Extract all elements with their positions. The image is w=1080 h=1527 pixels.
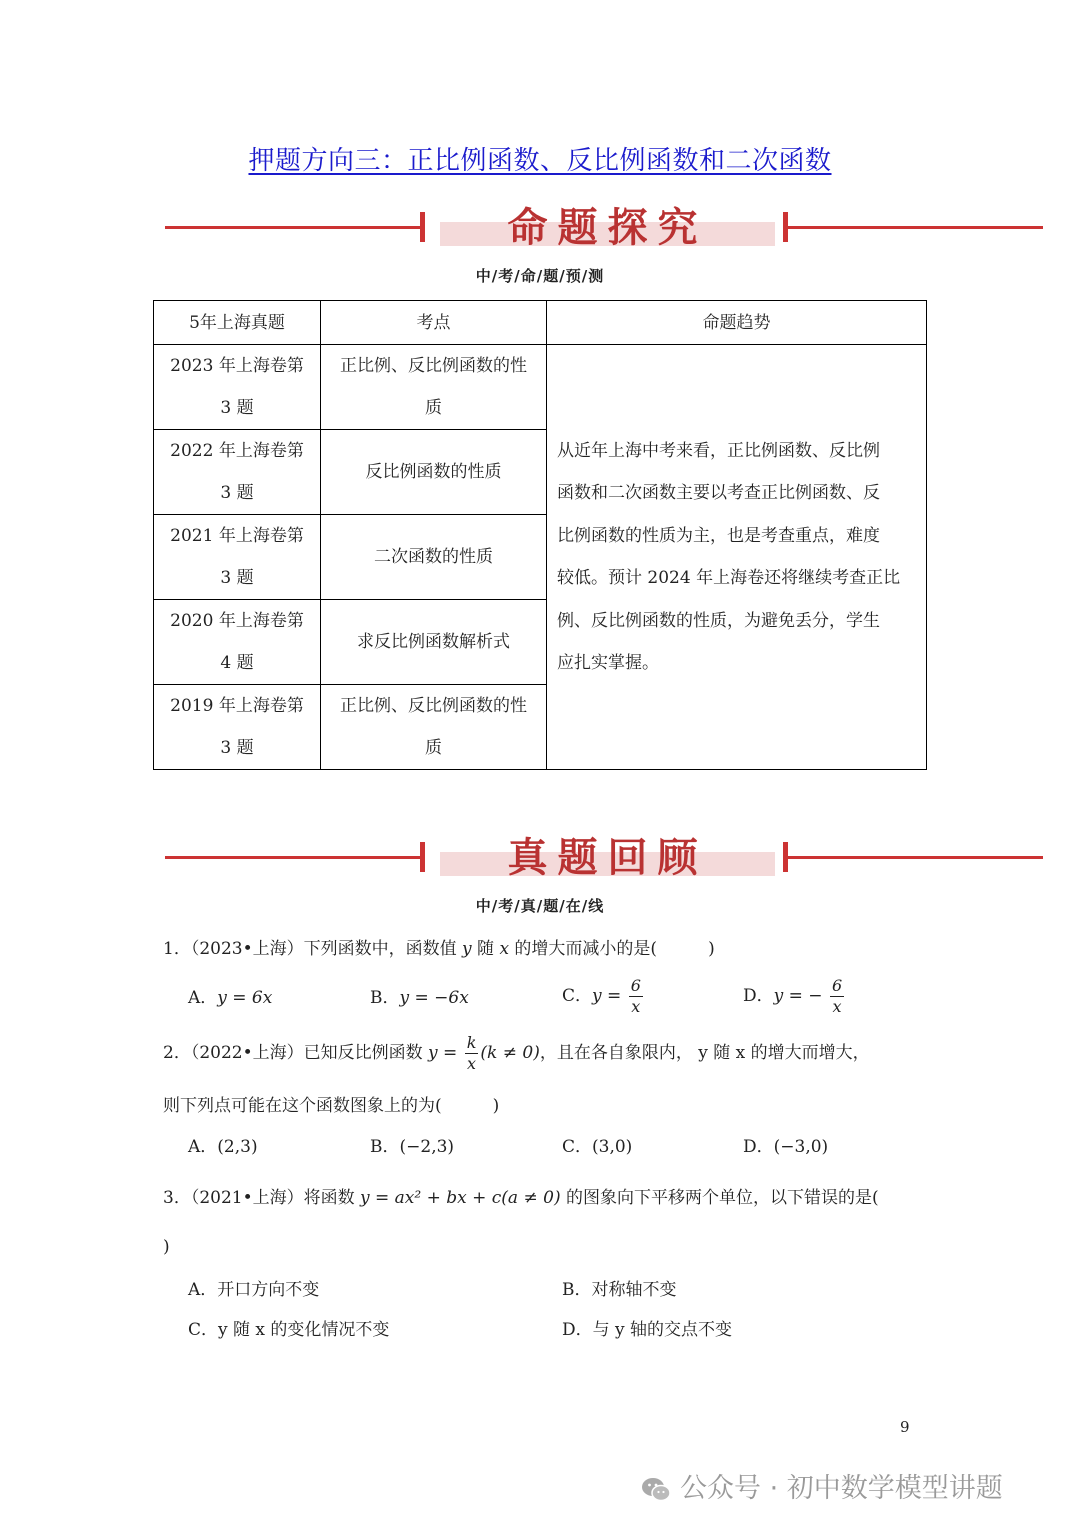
question-2-stem: 2．（2022•上海）已知反比例函数 y = $\frac{k}{x}$ (k ≠ 0)，且在各自象限内， y 随 x 的增大而增大， xyxy=(163,1033,870,1073)
question-3-option-b[interactable]: B．对称轴不变 xyxy=(562,1280,677,1300)
table-cell-point: 求反比例函数解析式 xyxy=(321,600,547,685)
question-2-option-a[interactable]: A．(2,3) xyxy=(188,1137,258,1157)
fraction: $\frac{6}{x}$ xyxy=(630,976,641,1016)
fraction: $\frac{k}{x}$ xyxy=(466,1033,477,1073)
banner-rule-left xyxy=(165,856,420,859)
table-cell-point: 正比例、反比例函数的性 质 xyxy=(321,685,547,770)
section-banner-1 xyxy=(0,196,1080,260)
table-cell-year: 2023 年上海卷第 3 题 xyxy=(154,345,321,430)
question-2-stem-line2: 则下列点可能在这个函数图象上的为( ) xyxy=(163,1096,500,1116)
table-header: 5年上海真题 xyxy=(154,301,321,345)
question-1-option-c[interactable]: C．y = $\frac{6}{x}$ xyxy=(562,976,641,1016)
section-subtitle-1: 中/考/命/题/预/测 xyxy=(475,267,605,285)
page-title[interactable]: 押题方向三：正比例函数、反比例函数和二次函数 xyxy=(248,146,832,176)
fraction: $\frac{6}{x}$ xyxy=(831,976,843,1016)
banner-rule-right xyxy=(788,856,1043,859)
table-header-row xyxy=(154,301,927,345)
question-3-option-d[interactable]: D．与 y 轴的交点不变 xyxy=(562,1320,733,1340)
table-cell-trend: 从近年上海中考来看，正比例函数、反比例 函数和二次函数主要以考查正比例函数、反 比例函数的性质为主，也是考查重点，难度 较低。预计 2024 年上海卷还将继续考查正比 例、反比例函数的性质，为避免丢分，学生 应扎实掌握。 xyxy=(547,345,927,770)
banner-tick-left xyxy=(420,212,425,242)
question-3-option-c[interactable]: C．y 随 x 的变化情况不变 xyxy=(188,1320,390,1340)
table-row xyxy=(154,345,927,430)
question-3-option-a[interactable]: A．开口方向不变 xyxy=(188,1280,320,1300)
exam-table xyxy=(153,300,927,770)
question-1-option-d[interactable]: D．y = − $\frac{6}{x}$ xyxy=(743,976,843,1016)
banner-rule-right xyxy=(788,226,1043,229)
question-2-option-c[interactable]: C．(3,0) xyxy=(562,1137,633,1157)
table-cell-year: 2020 年上海卷第 4 题 xyxy=(154,600,321,685)
question-3-stem-line2: ) xyxy=(163,1237,170,1257)
footer-watermark xyxy=(640,1466,1003,1506)
question-1-option-a[interactable]: A．y = 6x xyxy=(188,988,273,1008)
section-subtitle-2: 中/考/真/题/在/线 xyxy=(475,897,605,915)
footer-text: 公众号 · 初中数学模型讲题 xyxy=(680,1473,1003,1504)
table-cell-point: 正比例、反比例函数的性 质 xyxy=(321,345,547,430)
question-2-option-b[interactable]: B．(−2,3) xyxy=(370,1137,455,1157)
wechat-icon xyxy=(640,1474,672,1506)
question-1-stem: 1．（2023•上海）下列函数中，函数值 y 随 x 的增大而减小的是( ) xyxy=(163,939,715,959)
table-cell-point: 反比例函数的性质 xyxy=(321,430,547,515)
table-cell-year: 2019 年上海卷第 3 题 xyxy=(154,685,321,770)
banner-heading: 命题探究 xyxy=(507,205,708,251)
table-cell-year: 2022 年上海卷第 3 题 xyxy=(154,430,321,515)
table-header: 考点 xyxy=(321,301,547,345)
table-header: 命题趋势 xyxy=(547,301,927,345)
section-banner-2 xyxy=(0,826,1080,890)
table-cell-point: 二次函数的性质 xyxy=(321,515,547,600)
banner-rule-left xyxy=(165,226,420,229)
question-2-option-d[interactable]: D．(−3,0) xyxy=(743,1137,829,1157)
banner-tick-left xyxy=(420,842,425,872)
question-1-option-b[interactable]: B．y = −6x xyxy=(370,988,469,1008)
table-cell-year: 2021 年上海卷第 3 题 xyxy=(154,515,321,600)
banner-heading: 真题回顾 xyxy=(507,835,708,881)
page-number: 9 xyxy=(900,1418,910,1436)
question-3-stem: 3．（2021•上海）将函数 y = ax² + bx + c(a ≠ 0) 的图象向下平移两个单位，以下错误的是( xyxy=(163,1188,879,1208)
